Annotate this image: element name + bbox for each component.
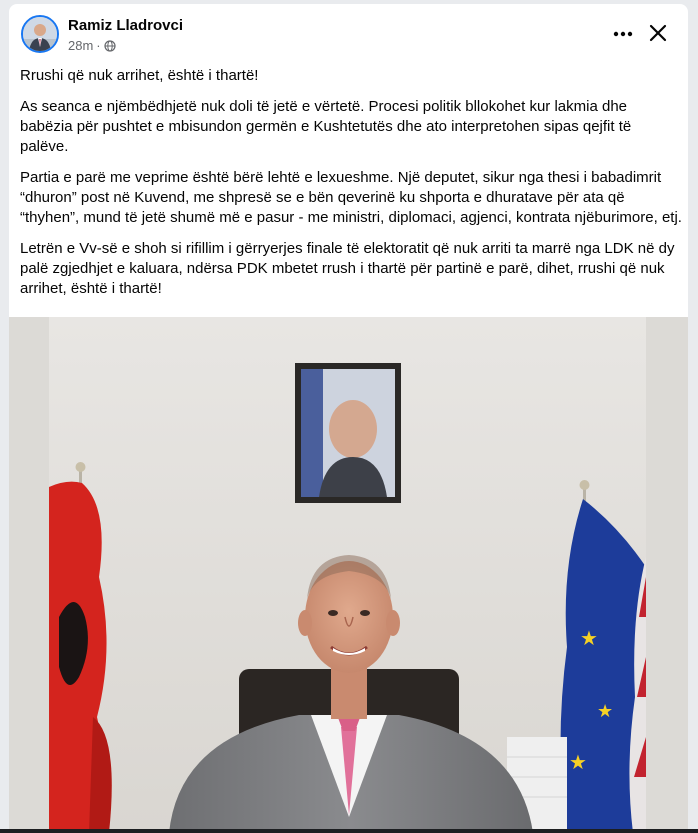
svg-text:★: ★ xyxy=(569,750,587,774)
close-button[interactable] xyxy=(645,20,671,46)
avatar-portrait xyxy=(23,17,57,51)
bottom-edge xyxy=(0,829,698,833)
post-text xyxy=(20,66,682,310)
post-paragraph: Rrushi që nuk arrihet, është i thartë! xyxy=(20,67,259,84)
office-portrait-image xyxy=(49,317,646,833)
svg-text:★: ★ xyxy=(580,626,598,650)
meta-separator: · xyxy=(96,38,101,53)
close-icon xyxy=(649,24,667,42)
post-time[interactable]: 28m xyxy=(68,38,94,53)
more-options-button[interactable] xyxy=(609,22,637,46)
globe-icon xyxy=(104,40,116,52)
author-avatar[interactable] xyxy=(21,15,59,53)
post-paragraph: As seanca e njëmbëdhjetë nuk doli të jetë e vërtetë. Procesi politik bllokohet kur lakmia dhe babëzia për pushtet e mbisundon germën e Kushtetutës dhe ato interpretohen sipas qejfit të palëve. xyxy=(20,98,632,155)
svg-text:★: ★ xyxy=(597,701,614,722)
post-paragraph: Partia e parë me veprime është bërë lehtë e lexueshme. Një deputet, sikur nga thesi i babadimrit “dhuron” post në Kuvend, me shpresë se e bën qeverinë ku shporta e dhuratave për ata që “thyhen”, mund të jetë shumë më e pasur - me ministri, diplomaci, agjenci, kontrata njëburimore, etj. xyxy=(20,169,682,226)
post-photo-container[interactable] xyxy=(9,317,688,833)
post-photo[interactable] xyxy=(49,317,646,833)
author-name[interactable]: Ramiz Lladrovci xyxy=(68,17,184,34)
post-paragraph: Letrën e Vv-së e shoh si rifillim i gërryerjes finale të elektoratit që nuk arriti ta marrë nga LDK në dy palë zgjedhjet e kaluara, ndërsa PDK mbetet rrush i thartë për partinë e parë, dihet, rrushi që nuk arrihet, është i thartë! xyxy=(20,240,675,297)
post-card xyxy=(9,4,688,833)
more-horizontal-icon xyxy=(613,31,633,37)
post-header xyxy=(9,4,688,62)
post-meta xyxy=(68,38,116,53)
